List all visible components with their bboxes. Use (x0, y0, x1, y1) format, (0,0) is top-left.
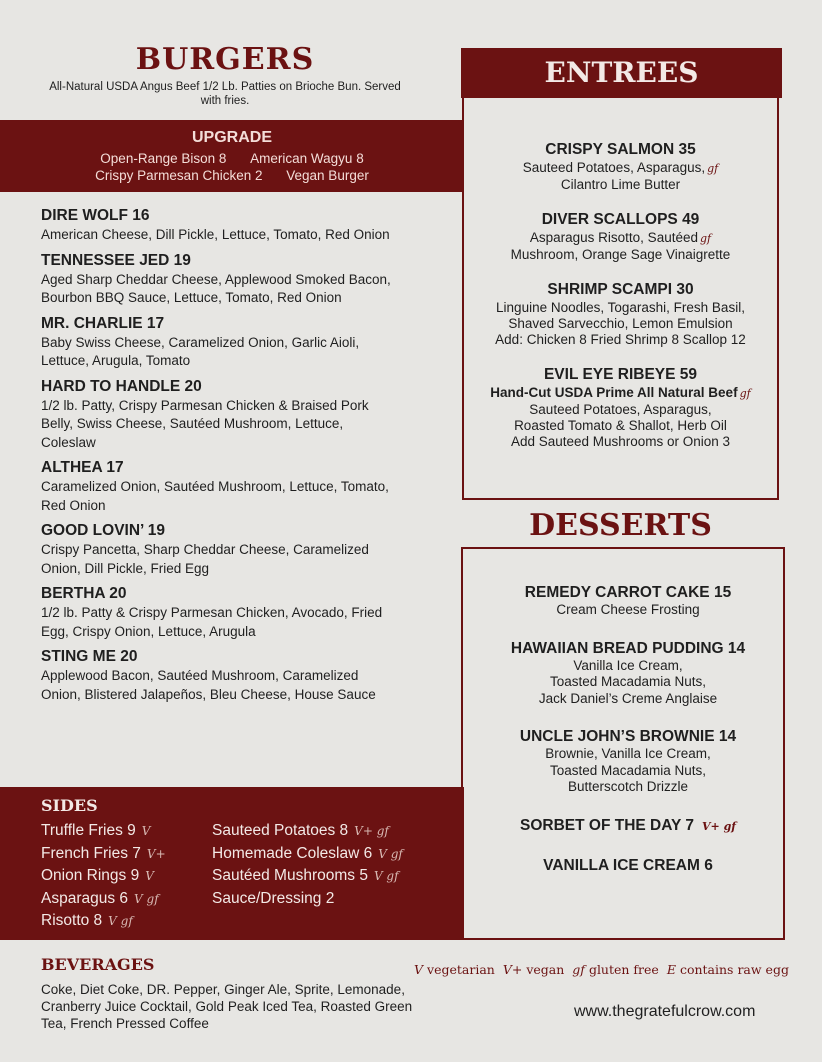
entree-desc: Cilantro Lime Butter (560, 177, 681, 192)
side-label: Asparagus 6 (41, 889, 129, 907)
sides-band (0, 787, 464, 940)
dessert-desc: Toasted Macadamia Nuts, (549, 762, 707, 778)
desserts-heading: DESSERTS (529, 508, 712, 543)
upgrade-option: Crispy Parmesan Chicken 2 (95, 168, 263, 183)
entree-desc: Mushroom, Orange Sage Vinaigrette (510, 247, 731, 262)
burger-item (41, 251, 401, 308)
gluten-free-icon: gf (572, 962, 585, 977)
dessert-name: HAWAIIAN BREAD PUDDING 14 (510, 639, 746, 657)
burger-name: GOOD LOVIN’ 19 (41, 522, 166, 539)
sides-column (212, 820, 403, 910)
burgers-heading: BURGERS (135, 42, 315, 77)
entree-name: CRISPY SALMON 35 (545, 141, 696, 158)
dessert-desc: Vanilla Ice Cream, (573, 657, 683, 673)
beverages-heading: BEVERAGES (41, 955, 155, 974)
entree-item (462, 365, 779, 450)
legend-label: vegetarian (427, 962, 495, 977)
burger-desc: Crispy Pancetta, Sharp Cheddar Cheese, Caramelized Onion, Dill Pickle, Fried Egg (41, 542, 369, 576)
entree-list (462, 140, 779, 467)
entree-desc: Roasted Tomato & Shallot, Herb Oil (514, 418, 727, 433)
sides-column (41, 820, 166, 933)
entree-desc: Shaved Sarvecchio, Lemon Emulsion (508, 316, 733, 331)
diet-legend (414, 962, 804, 977)
dessert-name: SORBET OF THE DAY 7 V+ gf (520, 816, 736, 834)
dessert-desc: Cream Cheese Frosting (556, 602, 700, 617)
burger-name: STING ME 20 (41, 648, 138, 665)
side-label: Sauteed Potatoes 8 (212, 822, 349, 839)
dessert-name: VANILLA ICE CREAM 6 (543, 856, 713, 874)
entree-addons: Add: Chicken 8 Fried Shrimp 8 Scallop 12 (495, 332, 746, 347)
upgrade-band (0, 120, 464, 192)
burger-name: TENNESSEE JED 19 (41, 251, 191, 269)
dessert-desc: Toasted Macadamia Nuts, (549, 674, 707, 689)
entree-desc: Hand-Cut USDA Prime All Natural Beef gf (490, 385, 751, 400)
sides-heading: SIDES (41, 796, 98, 815)
burger-name: DIRE WOLF 16 (41, 207, 150, 224)
burger-item (41, 584, 401, 641)
burger-item (41, 521, 401, 578)
burger-desc: Applewood Bacon, Sautéed Mushroom, Caramelized Onion, Blistered Jalapeños, Bleu Cheese, House Sauce (41, 668, 376, 702)
upgrade-option: Vegan Burger (286, 168, 369, 183)
dessert-item (461, 856, 795, 875)
upgrade-heading: UPGRADE (191, 129, 272, 146)
upgrade-option: Open-Range Bison 8 (100, 151, 227, 166)
entree-item (462, 280, 779, 348)
side-label: Truffle Fries 9 (41, 822, 136, 839)
side-label: Sauce/Dressing 2 (212, 889, 335, 907)
legend-label: gluten free (588, 962, 659, 977)
gluten-free-icon: gf (739, 387, 751, 400)
vegetarian-icon: V (414, 962, 424, 977)
entree-name: EVIL EYE RIBEYE 59 (543, 366, 698, 383)
entree-name: SHRIMP SCAMPI 30 (547, 281, 694, 298)
burger-desc: Baby Swiss Cheese, Caramelized Onion, Garlic Aioli, Lettuce, Arugula, Tomato (41, 334, 360, 368)
entrees-heading: ENTREES (544, 56, 699, 89)
beverages-list: Coke, Diet Coke, DR. Pepper, Ginger Ale, Sprite, Lemonade, Cranberry Juice Cocktail, Gold Peak Iced Tea, Roasted Green Tea, French Pressed Coffee (41, 982, 413, 1031)
dessert-name: REMEDY CARROT CAKE 15 (524, 584, 732, 601)
entree-addons: Add Sauteed Mushrooms or Onion 3 (510, 434, 731, 449)
dessert-item (461, 639, 795, 708)
burger-item (41, 647, 401, 704)
burgers-subtitle: All-Natural USDA Angus Beef 1/2 Lb. Patties on Brioche Bun. Served with fries. (49, 81, 401, 107)
entree-item (462, 140, 779, 193)
side-label: Sautéed Mushrooms 5 (212, 867, 368, 884)
side-item (41, 865, 166, 888)
side-item (212, 820, 403, 843)
entrees-band (461, 48, 782, 98)
side-item (212, 888, 403, 911)
side-item (41, 888, 166, 911)
burger-desc: Caramelized Onion, Sautéed Mushroom, Lettuce, Tomato, Red Onion (41, 479, 389, 513)
entree-name: DIVER SCALLOPS 49 (541, 211, 700, 228)
burger-item (41, 458, 401, 515)
side-item (212, 865, 403, 888)
dessert-list (461, 583, 795, 895)
dessert-item (461, 583, 795, 619)
dessert-desc: Brownie, Vanilla Ice Cream, (545, 746, 711, 761)
side-item (41, 910, 166, 933)
raw-egg-icon: E (666, 962, 676, 977)
burger-desc: American Cheese, Dill Pickle, Lettuce, Tomato, Red Onion (41, 227, 390, 242)
upgrade-row (0, 168, 464, 183)
entree-desc: Sauteed Potatoes, Asparagus, (529, 402, 712, 417)
diet-mark-icon: V+ (146, 846, 166, 861)
entree-desc: Asparagus Risotto, Sautéed gf (529, 230, 712, 245)
burger-name: HARD TO HANDLE 20 (41, 377, 202, 395)
dessert-desc: Butterscotch Drizzle (567, 779, 689, 794)
gluten-free-icon: gf (707, 162, 719, 175)
entree-desc: Sauteed Potatoes, Asparagus, gf (522, 160, 719, 175)
side-label: Risotto 8 (41, 912, 103, 929)
website-url[interactable]: www.thegratefulcrow.com (574, 1003, 756, 1020)
upgrade-row (0, 151, 464, 166)
legend-label: vegan (526, 962, 565, 977)
dessert-desc: Jack Daniel’s Creme Anglaise (538, 690, 718, 706)
diet-mark-icon: V (145, 869, 154, 883)
diet-mark-icon: V (141, 824, 151, 838)
side-item (41, 843, 166, 866)
entree-item (462, 210, 779, 263)
diet-mark-icon: V gf (134, 891, 159, 906)
burger-name: BERTHA 20 (41, 585, 127, 602)
side-label: Homemade Coleslaw 6 (212, 844, 373, 862)
vegan-icon: V+ (502, 962, 523, 977)
diet-mark-icon: V gf (378, 846, 403, 861)
dessert-item (461, 816, 795, 836)
burger-list (41, 206, 401, 710)
burger-desc: 1/2 lb. Patty, Crispy Parmesan Chicken & Braised Pork Belly, Swiss Cheese, Sautéed Mushroom, Lettuce, Coleslaw (41, 397, 369, 450)
burger-item (41, 377, 401, 453)
burger-desc: 1/2 lb. Patty & Crispy Parmesan Chicken, Avocado, Fried Egg, Crispy Onion, Lettuce, Arugula (41, 605, 383, 639)
side-label: Onion Rings 9 (41, 867, 140, 884)
burger-name: MR. CHARLIE 17 (41, 314, 165, 332)
burger-name: ALTHEA 17 (41, 459, 124, 476)
entree-desc: Linguine Noodles, Togarashi, Fresh Basil, (496, 300, 745, 315)
diet-mark-icon: V+ gf (354, 824, 389, 838)
side-item (212, 843, 403, 866)
dessert-name: UNCLE JOHN’S BROWNIE 14 (519, 728, 737, 745)
side-item (41, 820, 166, 843)
burger-item (41, 314, 401, 371)
legend-label: contains raw egg (679, 962, 789, 977)
side-label: French Fries 7 (41, 844, 141, 862)
diet-mark-icon: V+ gf (701, 819, 736, 833)
burger-item (41, 206, 401, 245)
upgrade-option: American Wagyu 8 (250, 151, 364, 166)
dessert-item (461, 727, 795, 796)
gluten-free-icon: gf (699, 232, 712, 245)
diet-mark-icon: V gf (108, 914, 133, 928)
burger-desc: Aged Sharp Cheddar Cheese, Applewood Smoked Bacon, Bourbon BBQ Sauce, Lettuce, Tomato, Red Onion (41, 271, 391, 305)
diet-mark-icon: V gf (373, 869, 399, 883)
